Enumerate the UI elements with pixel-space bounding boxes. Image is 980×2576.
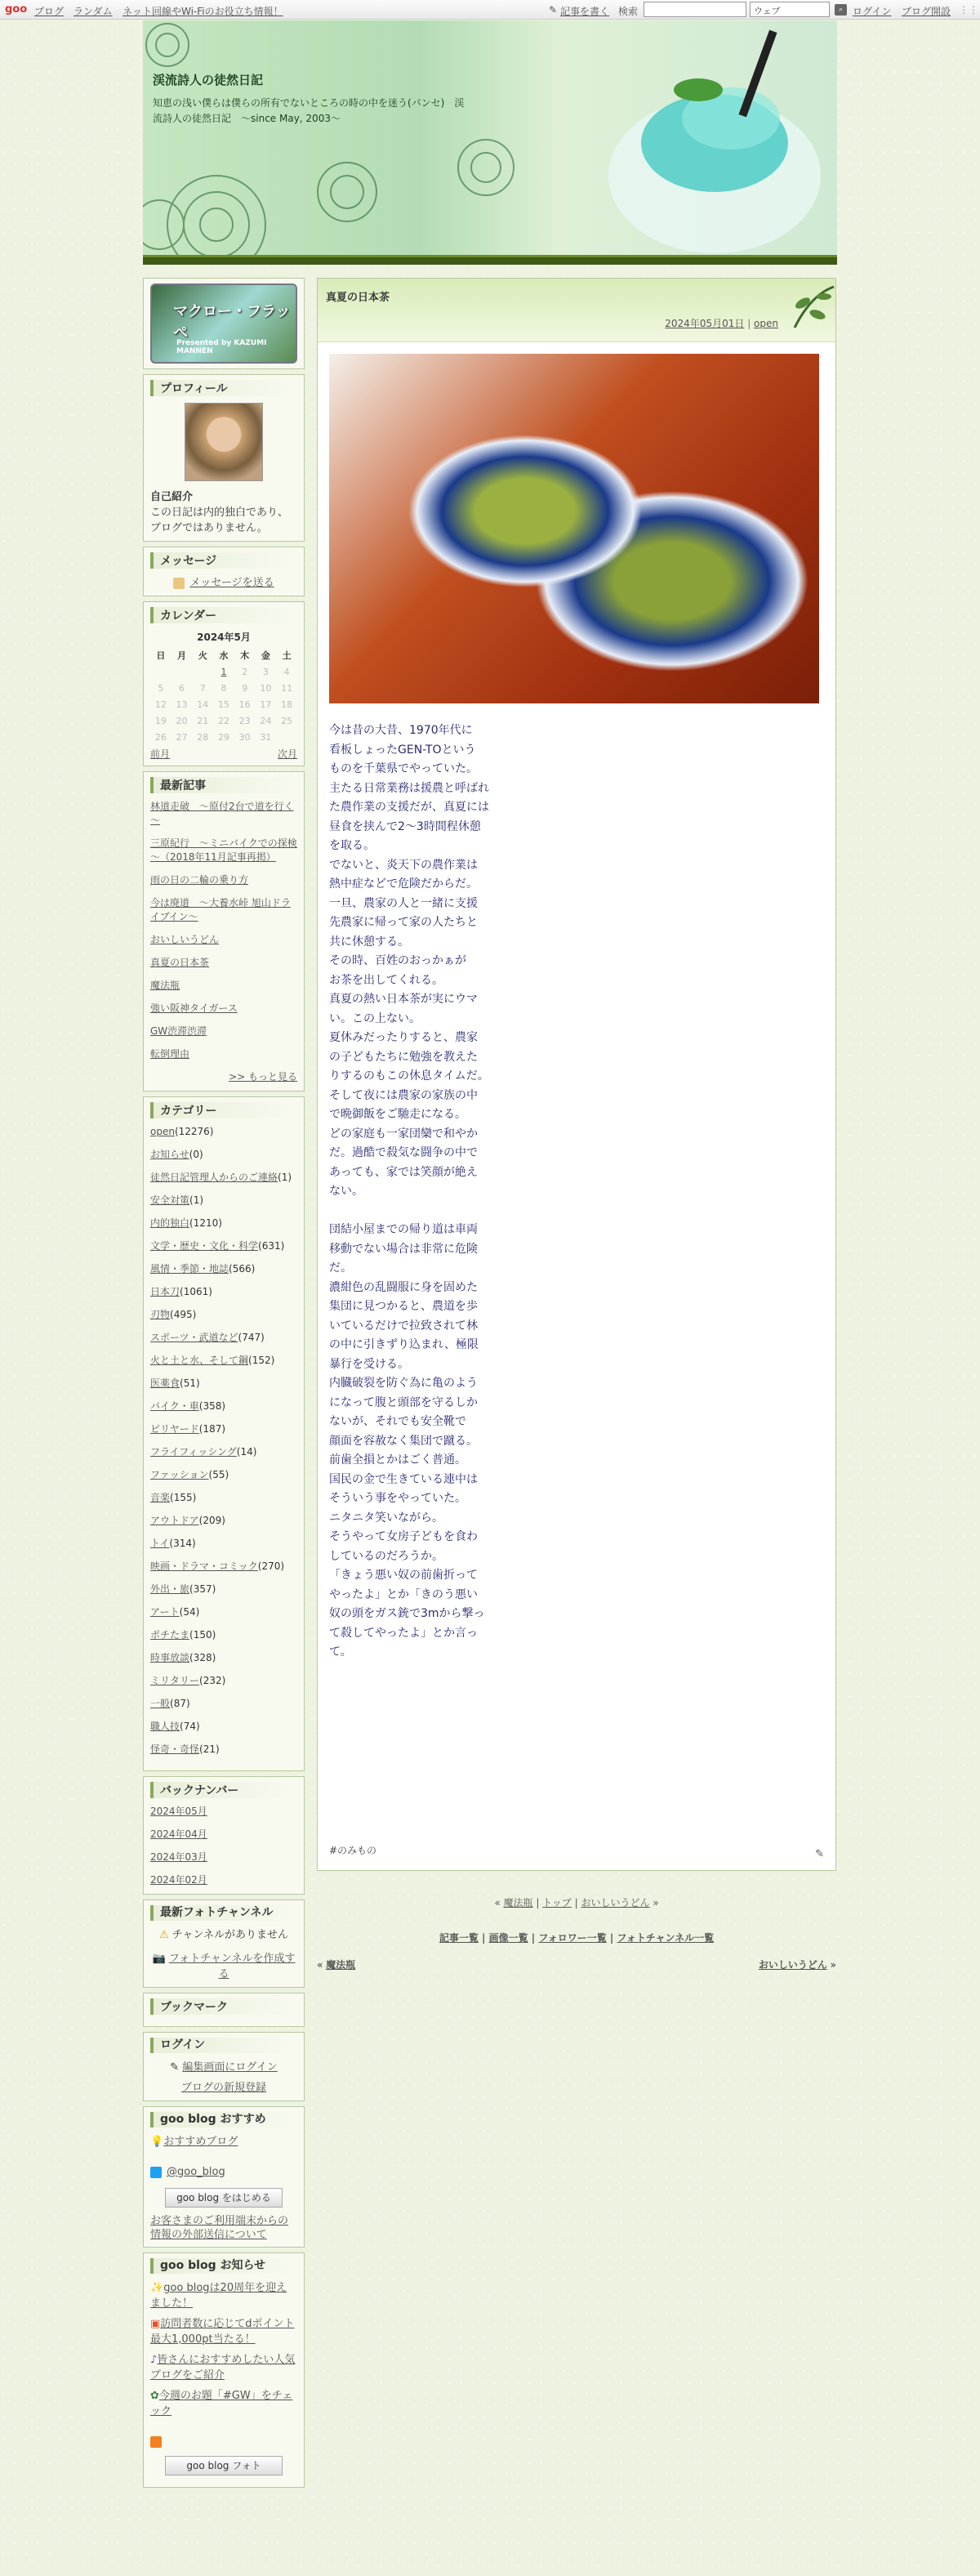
news-item[interactable]: 今週のお題「#GW」をチェック [150, 2390, 293, 2418]
new-blog-register-link[interactable]: ブログの新規登録 [180, 2082, 266, 2094]
search-input[interactable] [644, 2, 746, 17]
category-item: お知らせ(0) [150, 1149, 203, 1160]
entry-text-line: 看板しょったGEN-TOという [329, 743, 476, 757]
entry-text [329, 721, 497, 1663]
entry-text-line: 奴の頭をガス銃で3mから撃っ [329, 1607, 485, 1620]
entry-text-line: だ。 [329, 1261, 352, 1275]
news-box [143, 2252, 305, 2488]
category-item: 風情・季節・地誌(566) [150, 1263, 256, 1275]
calendar-day-link[interactable]: 1 [220, 666, 227, 677]
entry-text-line: ニタニタ笑いながら。 [329, 1511, 443, 1525]
entry-text-line: 昼食を挟んで2～3時間程休憩 [329, 819, 481, 833]
rss-icon[interactable] [150, 2436, 162, 2448]
edit-icon[interactable]: ✎ [815, 1848, 824, 1860]
entry-text-line: 共に休憩する。 [329, 935, 409, 949]
category-heading: カテゴリー [150, 1102, 297, 1118]
nav-prev-link[interactable]: 魔法瓶 [326, 1959, 356, 1971]
image-list-link[interactable]: 画像一覧 [488, 1932, 528, 1944]
recent-item[interactable]: 雨の日の二輪の乗り方 [150, 874, 249, 886]
entry-text-line: て殺してやったよ」とか言って。 [329, 1626, 478, 1659]
warning-icon: ⚠ [158, 1929, 169, 1941]
entry-text-line: だ。過酷で殺気な闘争の中で [329, 1146, 478, 1159]
start-goo-blog-button[interactable]: goo blog をはじめる [165, 2188, 283, 2208]
news-heading: goo blog お知らせ [150, 2258, 297, 2274]
entry-text-line: 真夏の熱い日本茶が実にウマ [329, 993, 478, 1006]
main-column [317, 278, 836, 1971]
goo-logo[interactable]: goo [5, 3, 28, 16]
list-links: 記事一覧 | 画像一覧 | フォロワー一覧 | フォトチャンネル一覧 [439, 1932, 715, 1944]
photochannel-box [143, 1900, 305, 1988]
calendar-next-link[interactable]: 次月 [277, 748, 297, 760]
entry-text-line: いているだけで拉致されて林 [329, 1319, 478, 1333]
entry-text-line: お茶を出してくれる。 [329, 973, 443, 987]
left-sidebar [143, 278, 305, 2493]
entry-text-line: そうやって女房子どもを食わ [329, 1530, 478, 1543]
login-box [143, 2032, 305, 2101]
no-channel-text: チャンネルがありません [172, 1929, 289, 1941]
theme-icon: ✿ [150, 2390, 159, 2402]
recent-item[interactable]: 今は廃道 ～大養水峠 旭山ドライブイン～ [150, 897, 291, 922]
nav-next-link[interactable]: おいしいうどん [758, 1959, 827, 1971]
entry-text-line: 主たる日常業務は援農と呼ばれ [329, 781, 489, 795]
point-icon: ▣ [150, 2318, 161, 2330]
edit-pencil-icon: ✎ [170, 2061, 180, 2074]
entry-text-line: 移動でない場合は非常に危険 [329, 1242, 478, 1256]
entry-text-line: 濃紺色の乱闘服に身を固めた [329, 1280, 478, 1294]
message-box [143, 547, 305, 596]
search-icon[interactable]: ⌕ [835, 4, 847, 16]
camera-icon: 📷 [152, 1953, 166, 1965]
entry-category-link[interactable]: open [754, 318, 778, 329]
profile-heading: プロフィール [150, 380, 297, 396]
search-scope-select[interactable]: ウェブ [750, 2, 830, 17]
category-item: ファッション(55) [150, 1469, 229, 1480]
entry-text-line: 団結小屋までの帰り道は車両 [329, 1223, 478, 1236]
news-item[interactable]: goo blogは20周年を迎えました！ [150, 2282, 287, 2310]
entry-text-line: 一旦、農家の人と一緒に支援 [329, 896, 478, 910]
category-item: 怪奇・奇怪(21) [150, 1743, 220, 1755]
green-tea-photo [329, 354, 819, 703]
category-item: 職人技(74) [150, 1721, 200, 1732]
twitter-icon [150, 2167, 162, 2178]
recent-posts-box [143, 771, 305, 1092]
edit-login-link[interactable]: 編集画面にログイン [182, 2061, 278, 2074]
backnumber-item[interactable]: 2024年02月 [150, 1874, 207, 1886]
category-item: 映画・ドラマ・コミック(270) [150, 1560, 285, 1572]
backnumber-item[interactable]: 2024年05月 [150, 1806, 207, 1817]
sidebar-banner[interactable] [150, 283, 297, 364]
entry-text-line: になって腹と頭部を守るしか [329, 1395, 478, 1409]
category-item: 時事放談(328) [150, 1652, 216, 1663]
entry-text-line: そして夜には農家の家族の中 [329, 1088, 478, 1102]
open-blog-link[interactable]: ブログ開設 [902, 6, 951, 17]
entry-text-line: い。この上ない。 [329, 1011, 421, 1025]
recent-more-link[interactable]: >> もっと見る [229, 1071, 297, 1083]
entry-nav: « 魔法瓶 おいしいうどん » [317, 1959, 836, 1971]
entry-text-line: しているのだろうか。 [329, 1549, 443, 1563]
category-item: 徒然日記管理人からのご連絡(1) [150, 1172, 292, 1183]
category-item: 音楽(155) [150, 1492, 197, 1503]
blog-header [143, 20, 837, 255]
entry-text-line: 今は昔の大昔、1970年代に [329, 724, 473, 737]
article-list-link[interactable]: 記事一覧 [439, 1932, 479, 1944]
top-link[interactable]: トップ [542, 1897, 572, 1909]
entry-header [318, 279, 835, 342]
entry-text-line: 内臓破裂を防ぐ為に亀のよう [329, 1377, 478, 1390]
category-item: トイ(314) [150, 1538, 196, 1549]
recommend-heading: goo blog おすすめ [150, 2112, 297, 2127]
top-bar [0, 0, 980, 20]
category-item: 火と土と水、そして鋼(152) [150, 1355, 275, 1366]
photochannel-heading: 最新フォトチャンネル [150, 1905, 297, 1921]
entry-text-line: その時、百姓のおっかぁが [329, 954, 466, 967]
calendar-prev-link[interactable]: 前月 [150, 748, 171, 760]
recent-item[interactable]: 魔法瓶 [150, 980, 180, 991]
recent-item[interactable]: おいしいうどん [150, 934, 220, 945]
category-item: 医薬食(51) [150, 1377, 200, 1389]
entry-text-line: ない。 [329, 1185, 363, 1198]
news-item[interactable]: 皆さんにおすすめしたい人気ブログをご紹介 [150, 2354, 296, 2382]
external-transmission-link[interactable]: お客さまのご利用端末からの情報の外部送信について [150, 2215, 289, 2241]
calendar-table: 日 月 火 水 木 金 土 1 2 3 4 5 6 7 8 9 10 11 12 13 14 15 16 17 18 19 20 21 22 23 24 25 26 27 28 29 30 31 [154, 650, 293, 743]
follower-list-link[interactable]: フォロワー一覧 [538, 1932, 607, 1944]
bulb-icon: 💡 [150, 2136, 164, 2148]
nav-random[interactable]: ランダム [74, 6, 113, 17]
entry-text-line: どの家庭も一家団欒で和やか [329, 1127, 478, 1141]
category-item: ビリヤード(187) [150, 1423, 226, 1435]
entry-text-line: 暴行を受ける。 [329, 1357, 409, 1371]
bookmark-box [143, 1993, 305, 2027]
login-link[interactable]: ログイン [853, 6, 892, 17]
category-item: 安全対策(1) [150, 1194, 204, 1206]
entry-text-line: 熱中症などで危険だからだ。 [329, 877, 478, 891]
category-item: 日本刀(1061) [150, 1286, 212, 1297]
prev-entry-link[interactable]: 魔法瓶 [503, 1897, 533, 1909]
backnumber-item[interactable]: 2024年03月 [150, 1851, 207, 1863]
category-item: ポチたま(150) [150, 1629, 216, 1641]
recent-item[interactable]: GW渋滞渋滞 [150, 1025, 207, 1037]
header-bar [143, 255, 837, 265]
entry-pager: « 魔法瓶 | トップ | おいしいうどん » [494, 1897, 659, 1909]
category-item: open(12276) [150, 1126, 214, 1137]
backnumber-box [143, 1776, 305, 1895]
entry-text-line: やったよ」とか「きのう悪い [329, 1587, 478, 1601]
category-item: アート(54) [150, 1606, 200, 1618]
recent-item[interactable]: 真夏の日本茶 [150, 957, 210, 968]
profile-intro-label: 自己紹介 [150, 491, 194, 503]
recent-heading: 最新記事 [150, 777, 297, 793]
category-item: 外出・旅(357) [150, 1583, 216, 1595]
entry-title: 真夏の日本茶 [326, 292, 390, 304]
entry-text-line: を取る。 [329, 839, 375, 852]
write-article-link[interactable]: 記事を書く [560, 6, 610, 17]
bookmark-heading: ブックマーク [150, 1998, 297, 2015]
message-heading: メッセージ [150, 552, 297, 569]
news-item[interactable]: 訪問者数に応じてdポイント最大1,000pt当たる！ [150, 2318, 295, 2346]
leaf-decoration-icon [778, 279, 835, 340]
goo-blog-photo-button[interactable]: goo blog フォト [165, 2456, 283, 2476]
entry-text-line: 前歯全損とかはごく普通。 [329, 1453, 466, 1467]
recent-item[interactable]: 強い阪神タイガース [150, 1002, 238, 1014]
category-item: スポーツ・武道など(747) [150, 1332, 265, 1343]
recent-item[interactable]: 転倒理由 [150, 1048, 190, 1060]
entry-tag[interactable]: #のみもの [329, 1845, 377, 1856]
profile-box [143, 374, 305, 542]
category-item: 刃物(495) [150, 1309, 197, 1320]
backnumber-heading: バックナンバー [150, 1782, 297, 1798]
entry-date-link[interactable]: 2024年05月01日 [665, 318, 745, 329]
entry-text-line: りするのもこの休息タイムだ。 [329, 1069, 489, 1083]
nav-wifi-info[interactable]: ネット回線やWi-Fiのお役立ち情報！ [122, 6, 283, 17]
entry-text-line [329, 1202, 497, 1221]
banner-box [143, 278, 305, 369]
entry-text-line: で晩御飯をご馳走になる。 [329, 1108, 466, 1121]
blog-description: 知恵の浅い僕らは僕らの所有でないところの時の中を迷う(パンセ) 渓流詩人の徒然日記 ～since May, 2003～ [153, 97, 465, 124]
entry-text-line: 先農家に帰って家の人たちと [329, 916, 478, 929]
backnumber-item[interactable]: 2024年04月 [150, 1828, 207, 1840]
calendar-heading: カレンダー [150, 607, 297, 623]
entry-text-line: の子どもたちに勉強を教えた [329, 1050, 478, 1064]
login-heading: ログイン [150, 2038, 297, 2053]
create-photochannel-link[interactable]: フォトチャンネルを作成する [168, 1953, 296, 1980]
next-entry-link[interactable]: おいしいうどん [581, 1897, 650, 1909]
category-item: 一般(87) [150, 1698, 190, 1709]
category-item: 内的独白(1210) [150, 1217, 222, 1229]
entry-meta: 2024年05月01日 | open [665, 318, 778, 329]
entry-body [318, 342, 835, 1870]
category-box [143, 1096, 305, 1771]
profile-intro-text: この日記は内的独白であり、ブログではありません。 [150, 507, 289, 534]
recent-item[interactable]: 林道走破 ～原付2台で道を行く～ [150, 801, 294, 826]
photochannel-list-link[interactable]: フォトチャンネル一覧 [617, 1932, 715, 1944]
entry-text-line: 顔面を容赦なく集団で蹴る。 [329, 1434, 478, 1448]
send-message-link[interactable]: メッセージを送る [189, 577, 274, 589]
category-item: アウトドア(209) [150, 1515, 225, 1526]
calendar-box [143, 601, 305, 766]
header-decoration [143, 20, 837, 255]
avatar [185, 403, 263, 481]
category-item: 文学・歴史・文化・科学(631) [150, 1240, 285, 1252]
search-label: 検索 [618, 6, 639, 17]
entry-text-line: 夏休みだったりすると、農家 [329, 1031, 478, 1044]
recommend-blog-link[interactable]: おすすめブログ [163, 2136, 238, 2148]
music-icon: ♪ [150, 2354, 158, 2366]
sparkle-icon: ✨ [150, 2282, 164, 2294]
banner-text: マクロー・フラッペ [173, 303, 291, 342]
category-item: ミリタリー(232) [150, 1675, 226, 1686]
entry-text-line: た農作業の支援だが、真夏には [329, 801, 489, 814]
entry [317, 278, 836, 1871]
entry-text-line: そういう事をやっていた。 [329, 1492, 466, 1505]
recent-item[interactable]: 三原紀行 ～ミニバイクでの探検～（2018年11月記事再掲） [150, 837, 297, 863]
blog-title[interactable]: 渓流詩人の徒然日記 [153, 73, 264, 87]
calendar-month: 2024年5月 [197, 632, 251, 643]
entry-text-line: 国民の金で生きている連中は [329, 1472, 478, 1486]
entry-text-line: ないが、それでも安全靴で [329, 1415, 466, 1428]
category-item: フライフィッシング(14) [150, 1446, 257, 1458]
entry-text-line: でないと、炎天下の農作業は [329, 858, 478, 872]
category-item: バイク・車(358) [150, 1400, 226, 1412]
grid-menu-icon[interactable]: ⋮⋮ [959, 4, 978, 16]
entry-text-line: 集団に見つかると、農道を歩 [329, 1300, 478, 1313]
nav-blog[interactable]: ブログ [34, 6, 65, 17]
twitter-link[interactable]: @goo_blog [167, 2166, 225, 2178]
pencil-icon: ✎ [549, 4, 558, 16]
envelope-icon [173, 578, 185, 589]
entry-text-line: 「きょう悪い奴の前歯折って [329, 1569, 478, 1582]
entry-text-line: あっても、家では笑顔が絶え [329, 1165, 478, 1179]
recommend-box [143, 2106, 305, 2248]
entry-text-line: の中に引きずり込まれ、極限 [329, 1338, 479, 1351]
banner-subtext: Presented by KAZUMI MANNEN [176, 339, 267, 355]
entry-text-line: ものを千葉県でやっていた。 [329, 762, 478, 775]
